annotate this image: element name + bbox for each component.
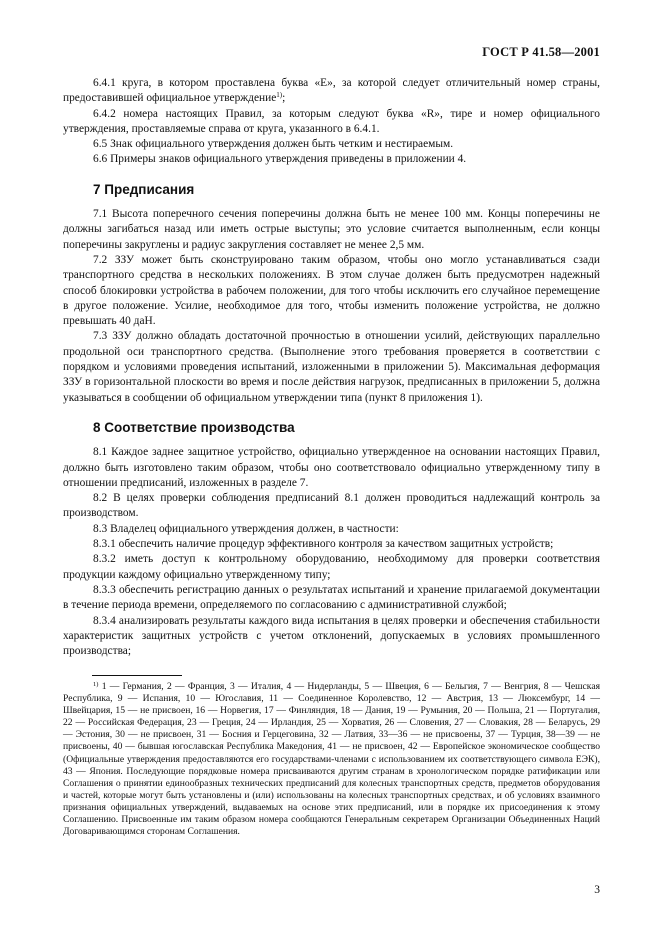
section-8-heading: 8 Соответствие производства bbox=[93, 419, 295, 435]
paragraph-8-3-3: 8.3.3 обеспечить регистрацию данных о результатах испытаний и хранение прилагаемой документации в течение периода времени, определяемого по согласованию с административной службой; bbox=[63, 583, 600, 612]
footnote bbox=[63, 681, 600, 838]
footnote-ref: 1) bbox=[276, 91, 283, 100]
paragraph-8-3-4: 8.3.4 анализировать результаты каждого вида испытания в целях проверки и обеспечения стабильности характеристик защитных устройств с учетом отклонений, допускаемых в условиях промышленного производства; bbox=[63, 614, 600, 658]
paragraph-6-6: 6.6 Примеры знаков официального утверждения приведены в приложении 4. bbox=[93, 153, 467, 166]
paragraph-7-3: 7.3 ЗЗУ должно обладать достаточной прочностью в отношении усилий, действующих параллельно продольной оси транспортного средства. (Выполнение этого требования проверяется в соответствии с порядком и условиями проведения испытаний, изложенными в приложении 5). Максимальная деформация ЗЗУ в горизонтальной плоскости во время и после действия нагрузок, предписанных в приложении 5, должна указываться в сообщении об официальном утверждении типа (пункт 8 приложения 1). bbox=[63, 330, 600, 404]
section-7-heading: 7 Предписания bbox=[93, 181, 195, 197]
footnote-text: 1 — Германия, 2 — Франция, 3 — Италия, 4 — Нидерланды, 5 — Швеция, 6 — Бельгия, 7 — Венгрия, 8 — Чешская Республика, 9 — Испания, 10 — Югославия, 11 — Соединенное Королевство, 12 — Австрия, 13 — Люксембург, 14 — Швейцария, 15 — не присвоен, 16 — Норвегия, 17 — Финляндия, 18 — Дания, 19 — Румыния, 20 — Польша, 21 — Португалия, 22 — Российская Федерация, 23 — Греция, 24 — Ирландия, 25 — Хорватия, 26 — Словения, 27 — Словакия, 28 — Беларусь, 29 — Эстония, 30 — не присвоен, 31 — Босния и Герцеговина, 32 — Латвия, 33—36 — не присвоены, 37 — Турция, 38—39 — не присвоены, 40 — бывшая югославская Республика Македония, 41 — не присвоен, 42 — Европейское экономическое сообщество (Официальные утверждения предоставляются его государствами-членами с использованием их соответствующего символа ЕЭК), 43 — Япония. Последующие порядковые номера присваиваются другим странам в хронологическом порядке ратификации или Соглашения о принятии единообразных технических предписаний для колесных транспортных средств, предметов оборудования и частей, которые могут быть установлены и (или) использованы на колесных транспортных средствах, и об условиях взаимного признания официальных утверждений, выдаваемых на основе этих предписаний, или в порядке их присоединения к этому Соглашению. Присвоенные им таким образом номера сообщаются Генеральным секретарем Организации Объединенных Наций Договаривающимся сторонам Соглашения. bbox=[63, 681, 600, 838]
paragraph-8-1: 8.1 Каждое заднее защитное устройство, официально утвержденное на основании настоящих Правил, должно быть изготовлено таким образом, чтобы оно соответствовало официально утвержденному типу в отношении предписаний, изложенных в разделе 7. bbox=[63, 446, 600, 489]
page-number: 3 bbox=[594, 884, 600, 896]
footnote-marker: 1) bbox=[93, 681, 99, 688]
footnote-separator bbox=[92, 675, 182, 676]
paragraph-8-3-1: 8.3.1 обеспечить наличие процедур эффективного контроля за качеством защитных устройств; bbox=[93, 538, 554, 551]
paragraph-8-3-2: 8.3.2 иметь доступ к контрольному оборудованию, необходимому для проверки соответствия продукции каждому официально утвержденному типу; bbox=[63, 553, 600, 581]
paragraph-6-4-2: 6.4.2 номера настоящих Правил, за которым следуют буква «R», тире и номер официального утверждения, проставляемые справа от круга, указанного в 6.4.1. bbox=[63, 107, 600, 135]
paragraph-6-4-1: 6.4.1 круга, в котором проставлена буква «Е», за которой следует отличительный номер страны, предоставившей официальное утверждение$^{1)}$; bbox=[63, 77, 600, 105]
paragraph-7-1: 7.1 Высота поперечного сечения поперечины должна быть не менее 100 мм. Концы поперечины не должны загибаться назад или иметь острые выступы; это условие считается выполненным, если концы поперечины закруглены и радиус закругления составляет не менее 2,5 мм. bbox=[63, 208, 600, 251]
document-code-header: ГОСТ Р 41.58—2001 bbox=[482, 45, 600, 59]
paragraph-7-2: 7.2 ЗЗУ может быть сконструировано таким образом, чтобы оно могло устанавливаться сзади транспортного средства в нескольких положениях. В этом случае должен быть предусмотрен надежный способ блокировки устройства в рабочем положении, для того чтобы исключить его случайное перемещение в другое положение. Усилие, необходимое для того, чтобы изменить положение устройства, не должно превышать 40 даН. bbox=[63, 253, 600, 328]
paragraph-8-3: 8.3 Владелец официального утверждения должен, в частности: bbox=[93, 522, 399, 535]
paragraph-8-2: 8.2 В целях проверки соблюдения предписаний 8.1 должен проводиться надлежащий контроль за производством. bbox=[63, 492, 600, 520]
page-body bbox=[63, 76, 600, 659]
paragraph-6-5: 6.5 Знак официального утверждения должен быть четким и нестираемым. bbox=[93, 138, 454, 151]
